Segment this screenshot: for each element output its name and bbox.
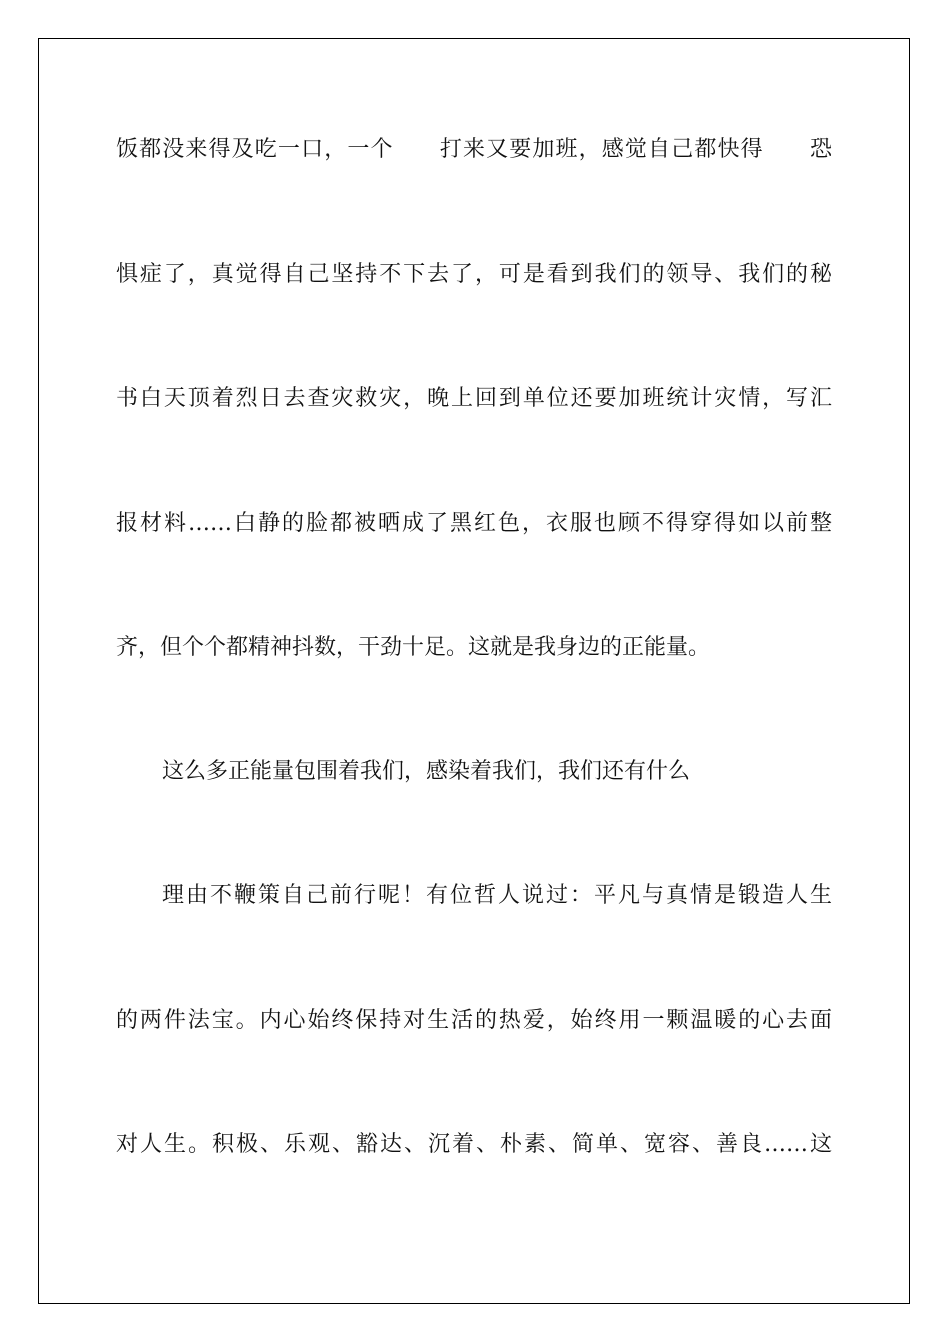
text-line-7: 理由不鞭策自己前行呢！有位哲人说过：平凡与真情是锻造人生 xyxy=(162,883,832,908)
text-line-1: 饭都没来得及吃一口，一个 打来又要加班，感觉自己都快得 恐 xyxy=(116,137,832,162)
text-line-5: 齐，但个个都精神抖数，干劲十足。这就是我身边的正能量。 xyxy=(116,635,711,660)
text-line-4: 报材料……白静的脸都被晒成了黑红色，衣服也顾不得穿得如以前整 xyxy=(116,511,832,536)
page-border xyxy=(38,38,910,1304)
text-line-9: 对人生。积极、乐观、豁达、沉着、朴素、简单、宽容、善良……这 xyxy=(116,1132,832,1157)
text-line-8: 的两件法宝。内心始终保持对生活的热爱，始终用一颗温暖的心去面 xyxy=(116,1008,832,1033)
text-line-2: 惧症了，真觉得自己坚持不下去了，可是看到我们的领导、我们的秘 xyxy=(116,262,832,287)
text-line-3: 书白天顶着烈日去查灾救灾，晚上回到单位还要加班统计灾情，写汇 xyxy=(116,386,832,411)
text-line-6: 这么多正能量包围着我们，感染着我们，我们还有什么 xyxy=(162,759,691,784)
